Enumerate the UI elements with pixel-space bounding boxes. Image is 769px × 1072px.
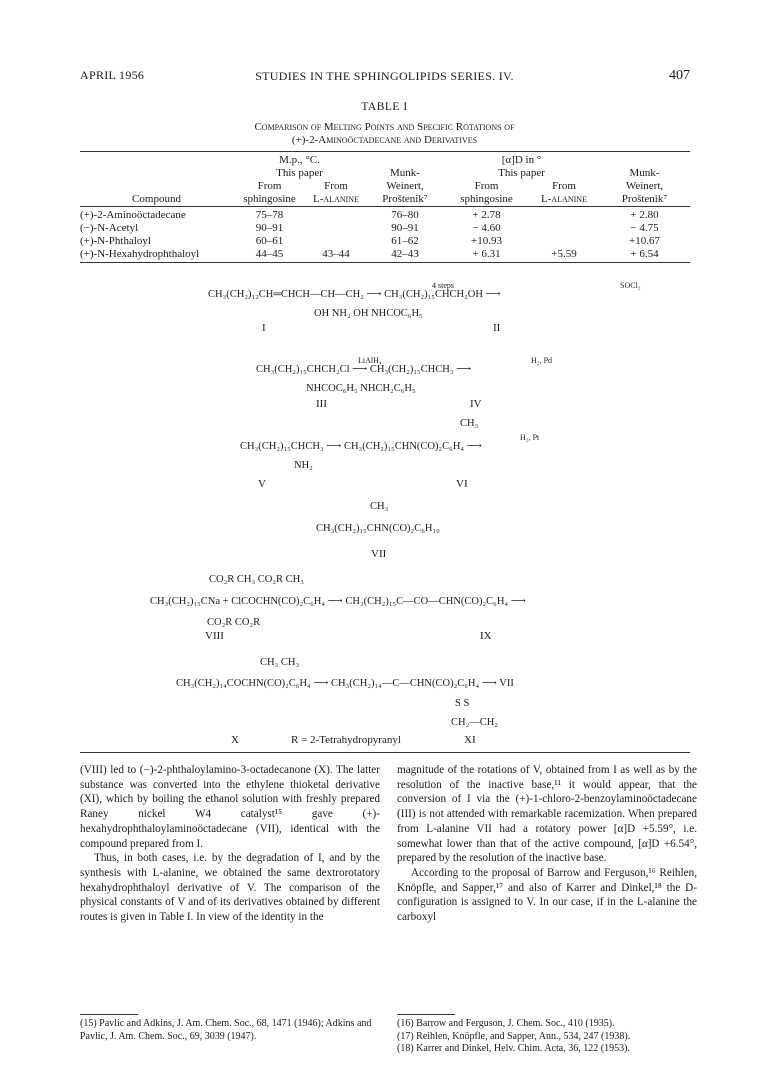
scheme-line-3-methyl: CH₃ — [460, 418, 479, 429]
header-from: From — [552, 180, 576, 192]
body-column-left — [80, 763, 380, 925]
compound-label-VII: VII — [371, 548, 387, 560]
cell-mp-munk: 76–80 — [391, 209, 419, 221]
scheme-bottom-rule — [80, 752, 690, 753]
body-column-right — [397, 763, 697, 925]
scheme-line-1-substituents: OH NH₂ OH NHCOC₆H₅ — [314, 308, 423, 319]
scheme-line-6-ethylene: CH₂—CH₂ — [451, 717, 498, 728]
table-header-row-1 — [80, 154, 690, 167]
scheme-line-4: CH₃(CH₂)₁₅CHN(CO)₂C₆H₁₀ — [316, 523, 440, 534]
footnote-17: (17) Reihlen, Knöpfle, and Sapper, Ann., 534, 247 (1938). — [397, 1030, 631, 1042]
arrow-label-4-steps: 4 steps — [432, 281, 454, 290]
cell-rot-alanine — [529, 209, 599, 222]
table-title-line-2: (+)-2-Aminoöctadecane and Derivatives — [291, 134, 478, 146]
cell-compound: (+)-2-Aminoöctadecane — [80, 209, 186, 221]
header-alanine: L-alanine — [313, 193, 359, 205]
scheme-line-5-bottom: CO₂R CO₂R — [207, 617, 261, 628]
cell-rot-munk: + 6.54 — [630, 248, 659, 260]
scheme-line-3-amine: NH₂ — [294, 460, 313, 471]
cell-rot-sphingosine: + 6.31 — [472, 248, 501, 260]
cell-mp-sphingosine: 60–61 — [255, 235, 284, 247]
header-rotation: [α]D in ° — [501, 154, 542, 166]
cell-rot-alanine: +5.59 — [551, 248, 577, 260]
arrow-label-h2-pd: H₂, Pd — [531, 356, 553, 365]
cell-mp-alanine — [306, 222, 366, 235]
data-table — [80, 154, 690, 261]
running-header-title: STUDIES IN THE SPHINGOLIPIDS SERIES. IV. — [255, 69, 514, 83]
cell-mp-alanine: 43–44 — [322, 248, 350, 260]
compound-label-II: II — [493, 322, 501, 334]
cell-mp-alanine — [306, 235, 366, 248]
cell-mp-munk: 61–62 — [391, 235, 419, 247]
scheme-line-4-methyl: CH₃ — [370, 501, 389, 512]
cell-mp-sphingosine: 75–78 — [255, 209, 284, 221]
header-prostenik: Proštenik⁷ — [382, 193, 428, 205]
footnote-15: (15) Pavlic and Adkins, J. Am. Chem. Soc., 68, 1471 (1946); Adkins and Pavlic, J. Am. Chem. Soc., 69, 3039 (1947). — [80, 1018, 372, 1042]
paragraph: (VIII) led to (−)-2-phthaloylamino-3-octadecanone (X). The latter substance was converted into the ethylene thioketal derivative (XI), which by boiling the ethanol solution with freshly prepared Raney nickel W4 catalyst¹⁵ gave (+)-hexahydrophthaloylaminoöctadecane (VII), identical with the compound prepared from I. — [80, 764, 380, 850]
footnote-18: (18) Karrer and Dinkel, Helv. Chim. Acta, 36, 122 (1953). — [397, 1043, 630, 1054]
cell-rot-sphingosine: +10.93 — [471, 235, 502, 247]
table-top-rule — [80, 151, 690, 152]
cell-mp-munk: 42–43 — [391, 248, 419, 260]
scheme-line-5-top: CO₂R CH₃ CO₂R CH₃ — [209, 574, 304, 585]
cell-compound: (−)-N-Acetyl — [80, 222, 139, 234]
scheme-line-6: CH₃(CH₂)₁₄COCHN(CO)₂C₆H₄ ⟶ CH₃(CH₂)₁₄—C—CHN(CO)₂C₆H₄ ⟶ VII — [176, 678, 514, 689]
cell-mp-munk: 90–91 — [391, 222, 419, 234]
table-header-row-4 — [80, 193, 690, 206]
scheme-line-6-thio: S S — [455, 698, 470, 709]
footnote-rule-right — [397, 1014, 455, 1015]
header-alanine: L-alanine — [541, 193, 587, 205]
cell-compound: (+)-N-Hexahydrophthaloyl — [80, 248, 200, 260]
compound-label-XI: XI — [464, 734, 476, 746]
running-header-date: APRIL 1956 — [80, 68, 145, 82]
compound-label-III: III — [316, 398, 327, 410]
table-row — [80, 248, 690, 261]
cell-rot-alanine — [529, 222, 599, 235]
footnotes-right — [397, 1018, 697, 1056]
header-from: From — [257, 180, 282, 192]
paragraph: magnitude of the rotations of V, obtained from I as well as by the resolution of the inactive base,¹¹ it would appear, that the conversion of I via the (+)-1-chloro-2-benzoylaminoöctadecane (III) is not attended with remarkable racemization. When prepared from L-alanine VII had a rotatory power [α]D +5.59°, i.e. somewhat lower than that of the active compound, [α]D +6.54°, prepared by the resolution of the inactive base. — [397, 764, 697, 865]
header-from: From — [474, 180, 499, 192]
arrow-label-socl2: SOCl₂ — [620, 281, 641, 290]
compound-label-IX: IX — [480, 630, 492, 642]
header-sphingosine: sphingosine — [460, 193, 513, 205]
arrow-label-h2-pt: H₂, Pt — [520, 433, 540, 442]
compound-label-V: V — [258, 478, 266, 490]
table-header-row-3 — [80, 180, 690, 193]
cell-rot-alanine — [529, 235, 599, 248]
table-header-row-2 — [80, 167, 690, 180]
cell-mp-alanine — [306, 209, 366, 222]
compound-label-IV: IV — [470, 398, 482, 410]
paragraph: Thus, in both cases, i.e. by the degradation of I, and by the synthesis with L-alanine, we obtained the same dextrorotatory hexahydrophthaloyl derivative of V. The comparison of the physical constants of V and of its derivatives obtained by different routes is given in Table I. In view of the identity in the — [80, 852, 380, 924]
header-this-paper: This paper — [276, 167, 323, 179]
compound-label-X: X — [231, 734, 239, 746]
footnote-16: (16) Barrow and Ferguson, J. Chem. Soc., 410 (1935). — [397, 1018, 615, 1029]
table-bottom-rule — [80, 262, 690, 263]
cell-rot-munk: +10.67 — [629, 235, 660, 247]
table-row — [80, 209, 690, 222]
cell-rot-munk: + 2.80 — [630, 209, 659, 221]
table-row — [80, 222, 690, 235]
header-weinert: Weinert, — [386, 180, 424, 192]
scheme-line-3: CH₃(CH₂)₁₅CHCH₃ ⟶ CH₃(CH₂)₁₅CHN(CO)₂C₆H₄ ⟶ — [240, 441, 482, 452]
header-munk: Munk- — [390, 167, 420, 179]
footnote-rule-left — [80, 1014, 138, 1015]
cell-compound: (+)-N-Phthaloyl — [80, 235, 151, 247]
compound-label-I: I — [262, 322, 266, 334]
header-from: From — [324, 180, 348, 192]
cell-rot-sphingosine: + 2.78 — [472, 209, 501, 221]
scheme-line-6-top: CH₃ CH₃ — [260, 657, 300, 668]
header-mp: M.p., °C. — [279, 154, 320, 166]
cell-rot-munk: − 4.75 — [630, 222, 659, 234]
cell-rot-sphingosine: − 4.60 — [472, 222, 501, 234]
scheme-line-1: CH₃(CH₂)₁₂CH═CHCH—CH—CH₂ ⟶ CH₃(CH₂)₁₅CHCH₂OH ⟶ — [208, 289, 501, 300]
scheme-line-2: CH₃(CH₂)₁₅CHCH₂Cl ⟶ CH₃(CH₂)₁₅CHCH₃ ⟶ — [256, 364, 472, 375]
paragraph: According to the proposal of Barrow and Ferguson,¹⁶ Reihlen, Knöpfle, and Sapper,¹⁷ and also of Karrer and Dinkel,¹⁸ the D-configuration is assigned to V. In our case, if in the L-alanine the carboxyl — [397, 866, 697, 924]
header-weinert: Weinert, — [625, 180, 664, 192]
header-compound: Compound — [132, 193, 181, 205]
header-this-paper: This paper — [498, 167, 545, 179]
arrow-label-lialh4: LiAlH₄ — [358, 356, 382, 365]
r-group-definition: R = 2-Tetrahydropyranyl — [291, 734, 401, 746]
compound-label-VI: VI — [456, 478, 468, 490]
table-title-line-1: Comparison of Melting Points and Specific Rotations of — [254, 121, 515, 133]
table-row — [80, 235, 690, 248]
page-number: 407 — [669, 68, 690, 83]
header-prostenik: Proštenik⁷ — [621, 193, 668, 205]
table-label: TABLE I — [361, 101, 408, 113]
header-munk: Munk- — [629, 167, 660, 179]
header-sphingosine: sphingosine — [243, 193, 296, 205]
compound-label-VIII: VIII — [205, 630, 224, 642]
scheme-line-5: CH₃(CH₂)₁₅CNa + ClCOCHN(CO)₂C₆H₄ ⟶ CH₃(CH₂)₁₅C—CO—CHN(CO)₂C₆H₄ ⟶ — [150, 596, 526, 607]
scheme-line-2-substituents: NHCOC₆H₅ NHCH₂C₆H₅ — [306, 383, 416, 394]
cell-mp-sphingosine: 90–91 — [255, 222, 284, 234]
cell-mp-sphingosine: 44–45 — [255, 248, 284, 260]
